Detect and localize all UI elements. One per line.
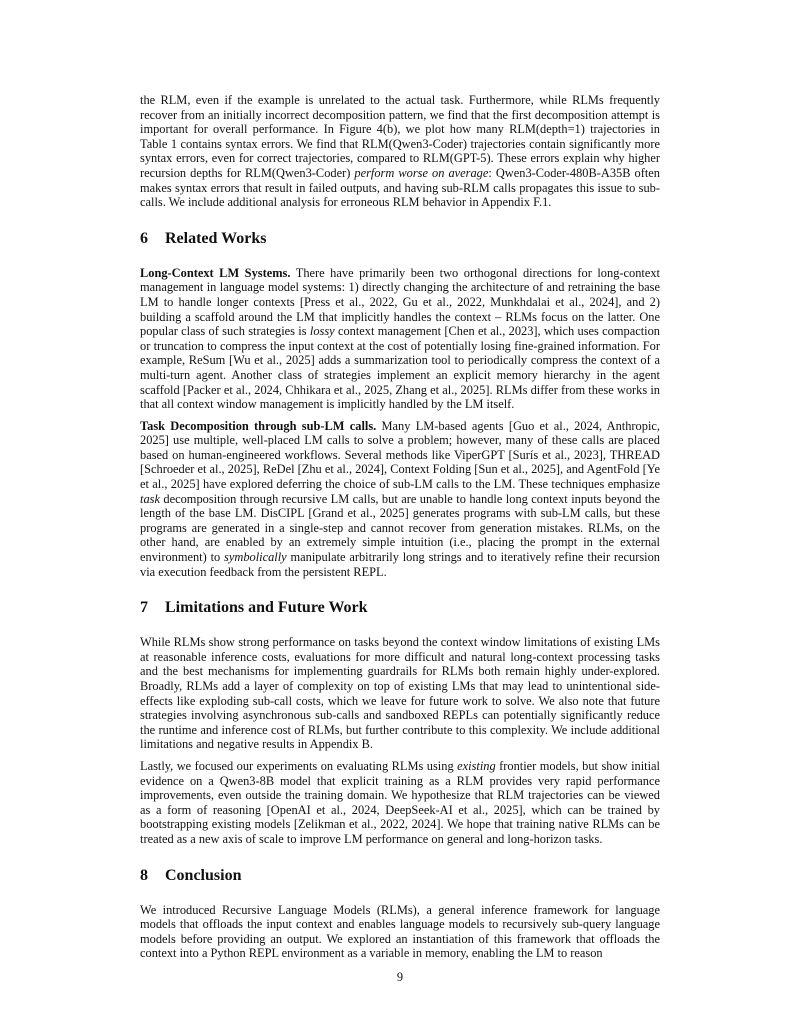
- section-number: 8: [140, 866, 148, 884]
- section-number: 6: [140, 229, 148, 247]
- page-number: 9: [396, 970, 404, 984]
- emphasis-text: lossy: [309, 324, 335, 339]
- paragraph-limitations: While RLMs show strong performance on tasks beyond the context window limitations of existing LMs at reasonable inference costs, evaluations for more difficult and natural long-context processing tasks and the best mechanisms for implementing guardrails for RLMs both remain highly under-explored. Broadly, RLMs add a layer of complexity on top of existing LMs that may lead to unintentional side-effects like exploding sub-call costs, which we leave for future work to solve. We also note that future strategies involving asynchronous sub-calls and sandboxed REPLs can potentially significantly reduce the runtime and inference cost of RLMs, but further contribute to this complexity. We include additional limitations and negative results in Appendix B.: [140, 635, 660, 752]
- section-heading-related-works: [140, 230, 660, 248]
- section-number: 7: [140, 599, 148, 617]
- section-title: Related Works: [165, 229, 267, 247]
- section-title: Conclusion: [165, 866, 242, 884]
- paragraph-conclusion: We introduced Recursive Language Models (RLMs), a general inference framework for language models that offloads the input context and enables language models to recursively sub-query language models before providing an output. We explored an instantiation of this framework that offloads the context into a Python REPL environment as a variable in memory, enabling the LM to reason: [140, 902, 660, 961]
- run-in-heading: Long-Context LM Systems.: [140, 265, 291, 280]
- paragraph-task-decomposition: Task Decomposition through sub-LM calls. Many LM-based agents [Guo et al., 2024, Anthropic, 2025] use multiple, well-placed LM calls to solve a problem; however, many of these calls are placed based on human-engineered workflows. Several methods like ViperGPT [Surís et al., 2023], THREAD [Schroeder et al., 2025], ReDel [Zhu et al., 2024], Context Folding [Sun et al., 2025], and AgentFold [Ye et al., 2025] have explored deferring the choice of sub-LM calls to the LM. These techniques emphasize task decomposition through recursive LM calls, but are unable to handle long context inputs beyond the length of the base LM. DisCIPL [Grand et al., 2025] generates programs with sub-LM calls, but these programs are generated in a single-step and cannot recover from generation mistakes. RLMs, on the other hand, are enabled by an extremely simple intuition (i.e., placing the prompt in the external environment) to symbolically manipulate arbitrarily long strings and to iteratively refine their recursion via execution feedback from the persistent REPL.: [140, 418, 661, 579]
- paragraph-future-work: Lastly, we focused our experiments on evaluating RLMs using existing frontier models, but show initial evidence on a Qwen3-8B model that explicit training as a RLM provides very rapid performance improvements, even outside the training domain. We hypothesize that RLM trajectories can be viewed as a form of reasoning [OpenAI et al., 2024, DeepSeek-AI et al., 2025], which can be trained by bootstrapping existing models [Zelikman et al., 2022, 2024]. We hope that training native RLMs can be treated as a new axis of scale to improve LM performance on general and long-horizon tasks.: [140, 758, 660, 846]
- section-heading-limitations: [140, 599, 660, 617]
- paragraph-long-context: Long-Context LM Systems. There have primarily been two orthogonal directions for long-context management in language model systems: 1) directly changing the architecture of and retraining the base LM to handle longer contexts [Press et al., 2022, Gu et al., 2022, Munkhdalai et al., 2024], and 2) building a scaffold around the LM that implicitly handles the context – RLMs focus on the latter. One popular class of such strategies is lossy context management [Chen et al., 2023], which uses compaction or truncation to compress the input context at the cost of potentially losing fine-grained information. For example, ReSum [Wu et al., 2025] adds a summarization tool to periodically compress the context of a multi-turn agent. Another class of strategies implement an explicit memory hierarchy in the agent scaffold [Packer et al., 2024, Chhikara et al., 2025, Zhang et al., 2025]. RLMs differ from these works in that all context window management is implicitly handled by the LM itself.: [140, 265, 660, 412]
- emphasis-text: symbolically: [224, 550, 287, 565]
- intro-paragraph: the RLM, even if the example is unrelated to the actual task. Furthermore, while RLMs frequently recover from an initially incorrect decomposition pattern, we find that the first decomposition attempt is important for overall performance. In Figure 4(b), we plot how many RLM(depth=1) trajectories in Table 1 contains syntax errors. We find that RLM(Qwen3-Coder) trajectories contain significantly more syntax errors, even for correct trajectories, compared to RLM(GPT-5). These errors explain why higher recursion depths for RLM(Qwen3-Coder) perform worse on average: Qwen3-Coder-480B-A35B often makes syntax errors that result in failed outputs, and having sub-RLM calls propagates this issue to sub-calls. We include additional analysis for erroneous RLM behavior in Appendix F.1.: [140, 93, 661, 210]
- emphasis-text: task: [140, 491, 160, 506]
- section-heading-conclusion: [140, 867, 660, 885]
- emphasis-text: perform worse on average: [354, 165, 489, 180]
- section-title: Limitations and Future Work: [165, 599, 368, 617]
- emphasis-text: existing: [457, 758, 496, 773]
- run-in-heading: Task Decomposition through sub-LM calls.: [140, 418, 377, 433]
- paper-page: [140, 93, 660, 968]
